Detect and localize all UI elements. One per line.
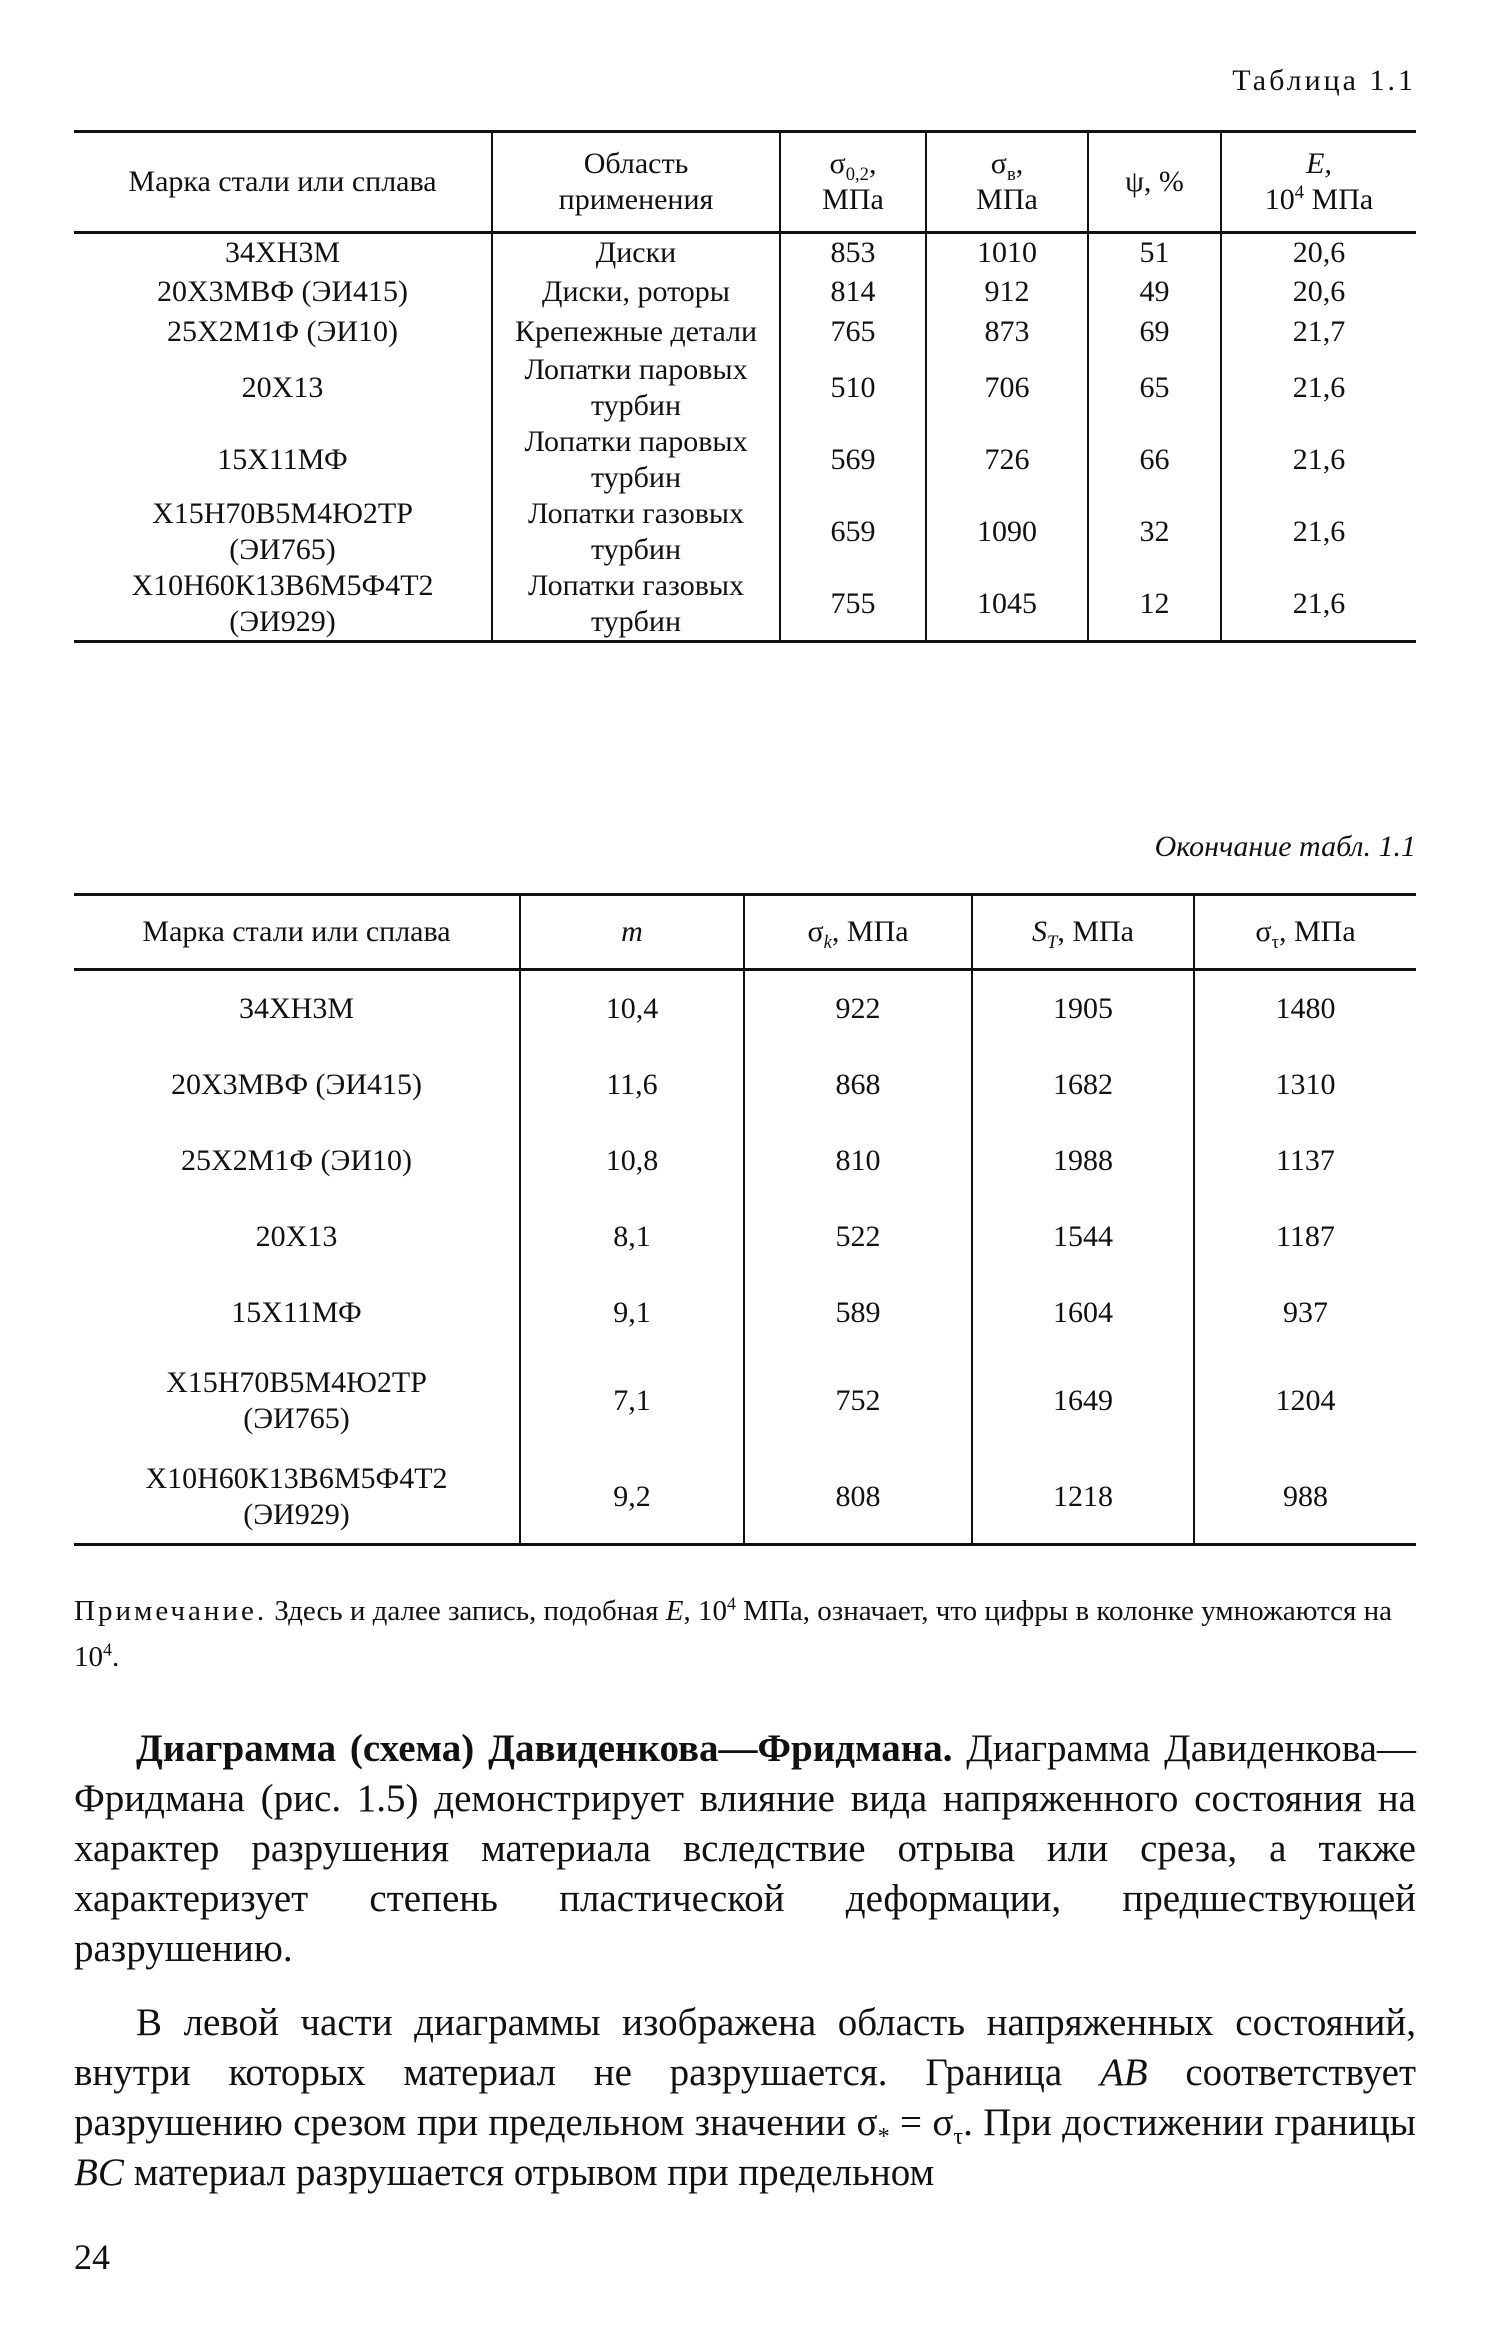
area-cell: [492, 233, 780, 273]
psi-cell-line1: 12: [1139, 587, 1170, 620]
table-row: [74, 1199, 1416, 1275]
modulus-cell: [1221, 352, 1416, 424]
header-st-unit: , МПа: [1057, 915, 1134, 948]
sigma-tau-cell-line1: 988: [1283, 1480, 1328, 1513]
paragraph-text: = σ: [889, 2101, 954, 2144]
sigma-k-cell-line1: 922: [835, 992, 881, 1025]
yield-cell: [780, 312, 926, 352]
s-t-cell-line1: 1905: [1053, 992, 1113, 1025]
grade-cell-line1: 15Х11МФ: [231, 1296, 362, 1329]
grade-cell-line1: 34ХН3М: [238, 992, 354, 1025]
header-sk-unit: , МПа: [831, 915, 909, 948]
header-stau-unit: , МПа: [1279, 915, 1356, 948]
table-row: [74, 272, 1416, 312]
table-row: [74, 1351, 1416, 1451]
sigma-k-cell-line1: 810: [835, 1144, 881, 1177]
yield-cell: [780, 352, 926, 424]
table-row: [74, 970, 1416, 1048]
psi-cell-line1: 66: [1139, 443, 1170, 476]
area-cell-line2: турбин: [590, 605, 682, 638]
grade-cell-line1: 25Х2М1Ф (ЭИ10): [167, 315, 398, 348]
sigma-tau-cell: [1194, 1451, 1416, 1545]
psi-cell-line1: 49: [1139, 275, 1170, 308]
header-stau-sub: τ: [1271, 932, 1279, 953]
header-yield-strength: $\sigma_{0,2}$, МПа: [780, 132, 926, 233]
grade-cell-line1: Х10Н60К13В6М5Ф4Т2: [145, 1462, 448, 1495]
header-s02-symbol: σ: [829, 147, 846, 180]
m-cell-line1: 11,6: [606, 1068, 658, 1101]
header-area-line1: Область: [583, 147, 689, 180]
grade-cell: [74, 970, 520, 1048]
s-t-cell: [972, 1123, 1194, 1199]
yield-cell: [780, 568, 926, 642]
header-sv-symbol: σ: [990, 147, 1007, 180]
boundary-ab: AB: [1099, 2051, 1148, 2094]
area-cell-line1: Лопатки газовых: [527, 569, 745, 602]
m-cell-line1: 10,4: [605, 992, 659, 1025]
paragraph-text: соответствует разрушению срезом при предельном значении σ: [74, 2051, 1416, 2144]
yield-cell-line1: 755: [830, 587, 876, 620]
psi-cell: [1088, 272, 1221, 312]
grade-cell: [74, 1275, 520, 1351]
yield-cell: [780, 424, 926, 496]
yield-cell-line1: 853: [830, 236, 876, 269]
area-cell-line2: турбин: [590, 389, 682, 422]
table-row: [74, 352, 1416, 424]
s-t-cell: [972, 1047, 1194, 1123]
s-t-cell: [972, 1275, 1194, 1351]
paragraph-text: Диаграмма Давиденкова—Фридмана (рис. 1.5) демонстрирует влияние вида напряженного состояния на характер разрушения материала вследствие отрыва или среза, а также характеризует степень пластической деформации, предшествующей разрушению.: [74, 1727, 1416, 1970]
grade-cell-line1: 20Х3МВФ (ЭИ415): [156, 275, 408, 308]
sigma-k-cell: [744, 1047, 972, 1123]
area-cell: [492, 496, 780, 568]
tensile-cell: [926, 312, 1088, 352]
tensile-cell: [926, 424, 1088, 496]
header-e-unit: МПа: [1304, 183, 1374, 216]
table-row: [74, 568, 1416, 642]
table-header-row: [74, 132, 1416, 233]
area-cell-line1: Лопатки паровых: [524, 425, 748, 458]
table-row: [74, 1123, 1416, 1199]
header-psi: ψ, %: [1088, 132, 1221, 233]
m-cell: [520, 1451, 744, 1545]
s-t-cell-line1: 1218: [1053, 1480, 1113, 1513]
note-text-1: Здесь и далее запись, подобная: [267, 1595, 666, 1627]
sigma-k-cell: [744, 1275, 972, 1351]
sigma-k-cell-line1: 868: [835, 1068, 881, 1101]
header-e-symbol: E,: [1306, 147, 1332, 180]
sigma-tau-cell-line1: 1310: [1275, 1068, 1336, 1101]
yield-cell-line1: 510: [830, 371, 876, 404]
psi-cell: [1088, 233, 1221, 273]
header-sigma-k: [744, 895, 972, 970]
sigma-tau-cell-line1: 1137: [1276, 1144, 1335, 1177]
sigma-tau-cell: [1194, 1275, 1416, 1351]
fracture-table: [74, 893, 1416, 1546]
psi-cell: [1088, 496, 1221, 568]
grade-cell-line2: (ЭИ929): [243, 1498, 350, 1531]
header-modulus: [1221, 132, 1416, 233]
modulus-cell: [1221, 312, 1416, 352]
tensile-cell-line1: 873: [984, 315, 1030, 348]
sigma-tau-cell-line1: 937: [1283, 1296, 1328, 1329]
paragraph-text: . При достижении границы: [963, 2101, 1416, 2144]
header-grade: Марка стали или сплава: [74, 895, 520, 970]
yield-cell: [780, 496, 926, 568]
header-grade: Марка стали или сплава: [74, 132, 492, 233]
tensile-cell: [926, 233, 1088, 273]
table-note: [74, 1588, 1416, 1680]
grade-cell: [74, 496, 492, 568]
modulus-cell: [1221, 568, 1416, 642]
header-e-base: 10: [1264, 183, 1295, 216]
section-heading: Диаграмма (схема) Давиденкова—Фридмана.: [136, 1727, 953, 1770]
modulus-cell: [1221, 272, 1416, 312]
s-t-cell: [972, 970, 1194, 1048]
table-row: [74, 233, 1416, 273]
header-s-t: [972, 895, 1194, 970]
psi-cell: [1088, 424, 1221, 496]
m-cell-line1: 8,1: [613, 1220, 651, 1253]
tensile-cell-line1: 1010: [977, 236, 1037, 269]
sigma-tau-cell: [1194, 970, 1416, 1048]
yield-cell: [780, 233, 926, 273]
header-stau-symbol: σ: [1255, 915, 1272, 948]
m-cell: [520, 1199, 744, 1275]
note-text-2: , 10: [683, 1595, 727, 1627]
table-caption: Таблица 1.1: [1232, 64, 1416, 97]
grade-cell: [74, 272, 492, 312]
s-t-cell-line1: 1682: [1053, 1068, 1113, 1101]
table-row: [74, 496, 1416, 568]
grade-cell: [74, 424, 492, 496]
yield-cell-line1: 569: [830, 443, 876, 476]
sigma-tau-cell: [1194, 1047, 1416, 1123]
header-area: [492, 132, 780, 233]
properties-table: [74, 130, 1416, 643]
grade-cell-line1: Х15Н70В5М4Ю2ТР: [166, 1366, 427, 1399]
area-cell-line1: Лопатки паровых: [524, 353, 748, 386]
table-row: [74, 1047, 1416, 1123]
area-cell: [492, 568, 780, 642]
note-e-symbol: E: [665, 1595, 684, 1627]
area-cell-line1: Лопатки газовых: [527, 497, 745, 530]
sigma-tau-cell: [1194, 1351, 1416, 1451]
grade-cell: [74, 568, 492, 642]
header-area-line2: применения: [558, 183, 714, 216]
header-e-exp: 4: [1294, 182, 1305, 203]
area-cell-line1: Диски, роторы: [542, 275, 730, 308]
m-cell: [520, 1275, 744, 1351]
psi-cell-line1: 51: [1139, 236, 1170, 269]
paragraph-diagram-intro: [74, 1724, 1416, 1974]
page-number: 24: [74, 2237, 110, 2277]
yield-cell-line1: 659: [830, 515, 876, 548]
m-cell-line1: 10,8: [605, 1144, 659, 1177]
m-cell-line1: 9,1: [613, 1296, 651, 1329]
grade-cell-line1: 34ХН3М: [224, 236, 340, 269]
yield-cell: [780, 272, 926, 312]
s-t-cell: [972, 1351, 1194, 1451]
header-st-sub: T: [1047, 932, 1058, 953]
grade-cell: [74, 312, 492, 352]
m-cell: [520, 1351, 744, 1451]
tensile-cell-line1: 912: [984, 275, 1030, 308]
psi-cell-line1: 69: [1139, 315, 1170, 348]
sigma-k-cell: [744, 1451, 972, 1545]
grade-cell: [74, 1451, 520, 1545]
grade-cell: [74, 233, 492, 273]
note-exp-1: 4: [726, 1593, 736, 1614]
header-sk-sub: k: [823, 932, 832, 953]
grade-cell: [74, 1047, 520, 1123]
grade-cell: [74, 1123, 520, 1199]
grade-cell-line1: 20Х13: [255, 1220, 338, 1253]
header-sv-unit: МПа: [976, 183, 1038, 216]
header-s02-sub: 0,2: [845, 164, 869, 185]
modulus-cell: [1221, 496, 1416, 568]
grade-cell-line2: (ЭИ765): [229, 533, 336, 566]
sigma-k-cell-line1: 752: [835, 1384, 881, 1417]
paragraph-diagram-description: [74, 1998, 1416, 2198]
sigma-tau-cell-line1: 1204: [1275, 1384, 1336, 1417]
tensile-cell-line1: 706: [984, 371, 1030, 404]
area-cell-line2: турбин: [590, 533, 682, 566]
sigma-tau-cell: [1194, 1199, 1416, 1275]
note-label: Примечание.: [74, 1595, 268, 1627]
grade-cell-line1: Х10Н60К13В6М5Ф4Т2: [131, 569, 434, 602]
area-cell: [492, 352, 780, 424]
grade-cell: [74, 1351, 520, 1451]
header-s02-unit: МПа: [822, 183, 884, 216]
table-row: [74, 312, 1416, 352]
grade-cell: [74, 1199, 520, 1275]
sigma-tau-cell: [1194, 1123, 1416, 1199]
tensile-cell: [926, 352, 1088, 424]
s-t-cell-line1: 1649: [1053, 1384, 1113, 1417]
psi-cell: [1088, 568, 1221, 642]
note-text-4: .: [111, 1641, 120, 1673]
paragraph-text: В левой части диаграммы изображена область напряженных состояний, внутри которых материал не разрушается. Граница: [74, 2001, 1416, 2094]
table-continuation-caption: Окончание табл. 1.1: [1154, 830, 1416, 863]
sigma-k-cell: [744, 1199, 972, 1275]
modulus-cell-line1: 21,7: [1292, 315, 1346, 348]
yield-cell-line1: 814: [830, 275, 876, 308]
sigma-k-cell-line1: 522: [835, 1220, 881, 1253]
grade-cell-line2: (ЭИ765): [243, 1402, 350, 1435]
modulus-cell-line1: 20,6: [1292, 275, 1346, 308]
tensile-cell: [926, 272, 1088, 312]
header-tensile-strength: $\sigma_в$, МПа: [926, 132, 1088, 233]
sigma-k-cell-line1: 808: [835, 1480, 881, 1513]
sigma-k-cell: [744, 970, 972, 1048]
table-row: [74, 1275, 1416, 1351]
sigma-k-cell: [744, 1351, 972, 1451]
tensile-cell-line1: 1045: [977, 587, 1037, 620]
s-t-cell: [972, 1199, 1194, 1275]
header-sv-sub: в: [1006, 164, 1016, 185]
s-t-cell: [972, 1451, 1194, 1545]
psi-cell-line1: 32: [1139, 515, 1170, 548]
modulus-cell: [1221, 233, 1416, 273]
header-m: m: [520, 895, 744, 970]
modulus-cell-line1: 21,6: [1292, 443, 1346, 476]
header-sigma-tau: [1194, 895, 1416, 970]
tensile-cell-line1: 726: [984, 443, 1030, 476]
m-cell-line1: 9,2: [613, 1480, 651, 1513]
table-row: [74, 1451, 1416, 1545]
table-header-row: [74, 895, 1416, 970]
paragraph-text: материал разрушается отрывом при предельном: [123, 2151, 935, 2194]
header-sk-symbol: σ: [807, 915, 824, 948]
s-t-cell-line1: 1544: [1053, 1220, 1113, 1253]
modulus-cell-line1: 21,6: [1292, 371, 1346, 404]
modulus-cell-line1: 21,6: [1292, 587, 1346, 620]
tensile-cell: [926, 568, 1088, 642]
tensile-cell: [926, 496, 1088, 568]
sigma-tau-cell-line1: 1187: [1276, 1220, 1335, 1253]
grade-cell-line1: 15Х11МФ: [217, 443, 348, 476]
modulus-cell-line1: 20,6: [1292, 236, 1346, 269]
psi-cell: [1088, 352, 1221, 424]
grade-cell-line1: 20Х13: [241, 371, 324, 404]
grade-cell-line1: 20Х3МВФ (ЭИ415): [170, 1068, 422, 1101]
m-cell: [520, 970, 744, 1048]
note-exp-2: 4: [103, 1639, 112, 1660]
yield-cell-line1: 765: [830, 315, 876, 348]
table-row: [74, 424, 1416, 496]
psi-cell-line1: 65: [1139, 371, 1170, 404]
sigma-tau-cell-line1: 1480: [1275, 992, 1336, 1025]
tensile-cell-line1: 1090: [977, 515, 1037, 548]
header-st-symbol: S: [1032, 915, 1047, 948]
psi-cell: [1088, 312, 1221, 352]
note-text-3: МПа, означает, что цифры в колонке умножаются на 10: [74, 1595, 1392, 1673]
area-cell-line1: Диски: [595, 236, 677, 269]
grade-cell-line1: Х15Н70В5М4Ю2ТР: [152, 497, 413, 530]
boundary-bc: BC: [74, 2151, 124, 2194]
sigma-tau-sub: τ: [953, 2122, 964, 2150]
grade-cell-line2: (ЭИ929): [229, 605, 336, 638]
area-cell: [492, 312, 780, 352]
s-t-cell-line1: 1988: [1053, 1144, 1113, 1177]
area-cell-line1: Крепежные детали: [514, 315, 758, 348]
area-cell: [492, 272, 780, 312]
m-cell: [520, 1123, 744, 1199]
sigma-k-cell-line1: 589: [835, 1296, 881, 1329]
sigma-k-cell: [744, 1123, 972, 1199]
area-cell: [492, 424, 780, 496]
sigma-star-sub: *: [877, 2122, 890, 2150]
s-t-cell-line1: 1604: [1053, 1296, 1113, 1329]
grade-cell: [74, 352, 492, 424]
m-cell-line1: 7,1: [613, 1384, 651, 1417]
grade-cell-line1: 25Х2М1Ф (ЭИ10): [181, 1144, 412, 1177]
modulus-cell-line1: 21,6: [1292, 515, 1346, 548]
modulus-cell: [1221, 424, 1416, 496]
m-cell: [520, 1047, 744, 1123]
area-cell-line2: турбин: [590, 461, 682, 494]
